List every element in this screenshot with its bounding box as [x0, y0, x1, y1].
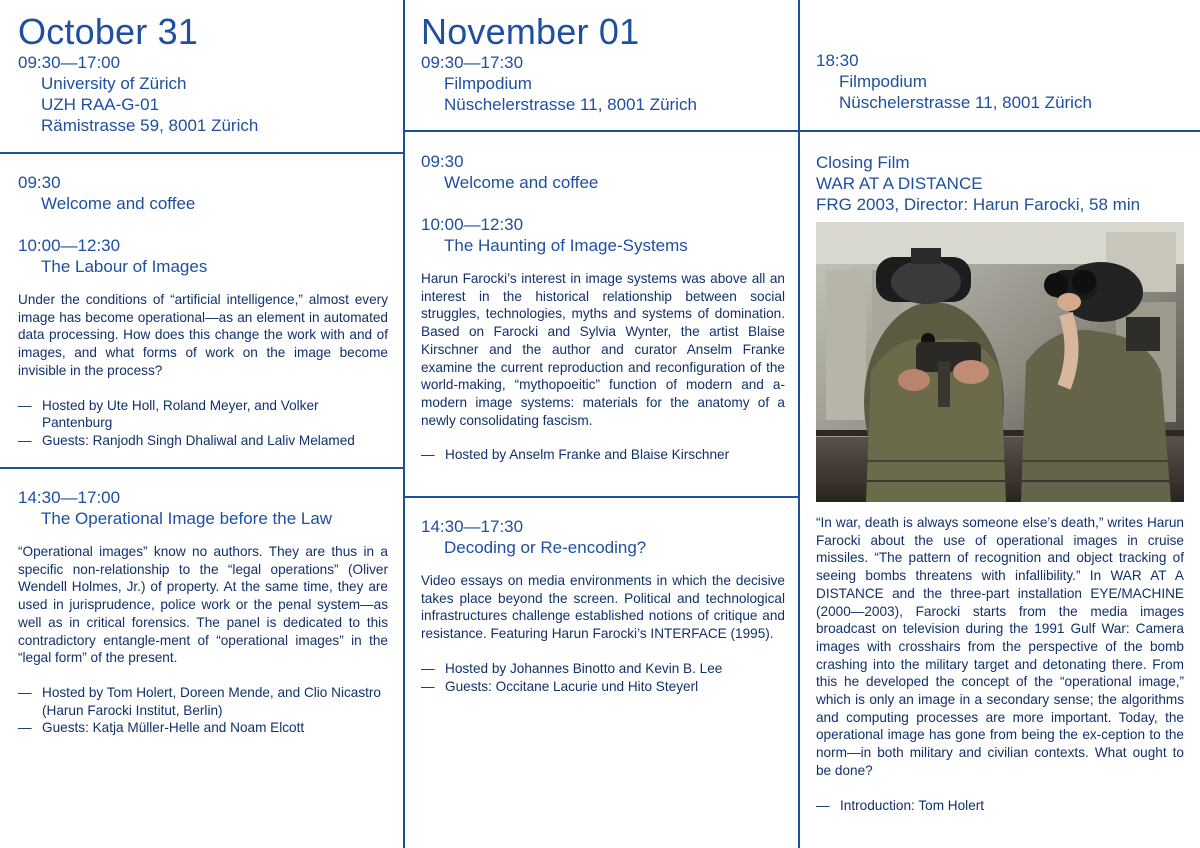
- session-title: Welcome and coffee: [41, 194, 196, 213]
- col2-session-afternoon: [421, 516, 785, 695]
- session-time: 10:00—12:30: [421, 215, 524, 234]
- film-description: “In war, death is always someone else’s death,” writes Harun Farocki about the use of operational images in cruise missiles. “The pattern of recognition and object tracking of seeing bombs threatens with infallibility.” In WAR AT A DISTANCE and the three-part installation EYE/MACHINE (2000—2003), Farocki starts from the media images broadcast on television during the 1991 Gulf War: Camera images with crosshairs from the perspective of the bomb crashing into the military target and detonating there. From this he developed the concept of the “operational image,” which is only an image in a secondary sense; the algorithms and computing processes are more important. Today, the operational image has gone from being the ex-ception to the norm—in both military and civilian contexts. What ought to be done?: [816, 515, 1184, 778]
- column-divider-1: [403, 0, 405, 848]
- col2-venue-line: Filmpodium: [444, 74, 532, 93]
- col3-venue-time: 18:30: [816, 51, 859, 70]
- col3-header: [816, 50, 1186, 113]
- session-time: 14:30—17:30: [421, 517, 524, 536]
- session-description: Under the conditions of “artificial intelligence,” almost every image has become operational—as an element in automated data processing. How does this change the work with and of images, and what forms of work on the image become invisible in the process?: [18, 292, 388, 378]
- row-divider: [0, 467, 404, 469]
- host-line: Hosted by Anselm Franke and Blaise Kirschner: [445, 447, 730, 463]
- col2-date: November 01: [421, 11, 640, 52]
- session-time: 09:30: [421, 152, 464, 171]
- session-title: The Labour of Images: [41, 257, 208, 276]
- session-description: “Operational images” know no authors. They are thus in a specific non-relationship to the “legal operations” (Oliver Wendell Holmes, Jr.) of property. At the same time, they are used in jurisprudence, police work or the penal system—as well as in critical forensics. The panel is dedicated to this contradictory entangle-ment of “operational images” in the “legal form” of the present.: [18, 544, 388, 666]
- session-hosts: — Hosted by Tom Holert, Doreen Mende, and Clio Nicastro (Harun Farocki Institut, Berlin) — Guests: Katja Müller-Helle and Noam Elcott: [18, 684, 381, 736]
- session-title: Decoding or Re-encoding?: [444, 538, 647, 557]
- col1-date: October 31: [18, 11, 199, 52]
- col2-venue-time: 09:30—17:30: [421, 53, 524, 72]
- col2-session-morning: [421, 151, 785, 464]
- film-title: WAR AT A DISTANCE: [816, 174, 983, 193]
- session-description: Video essays on media environments in which the decisive takes place beyond the screen. Political and technological infrastructures challenge established notions of critique and resistance. Featuring Harun Farocki’s INTERFACE (1995).: [421, 573, 785, 642]
- col2-venue-line: Nüschelerstrasse 11, 8001 Zürich: [444, 95, 697, 114]
- host-line: Hosted by Johannes Binotto and Kevin B. Lee: [445, 660, 723, 676]
- col1-venue-time: 09:30—17:00: [18, 53, 121, 72]
- col1-session-afternoon: [18, 487, 388, 737]
- session-hosts: — Hosted by Johannes Binotto and Kevin B. Lee — Guests: Occitane Lacurie und Hito Steyerl: [421, 660, 723, 694]
- session-title: Welcome and coffee: [444, 173, 599, 192]
- session-hosts: — Hosted by Anselm Franke and Blaise Kirschner: [421, 447, 730, 463]
- closing-film-description: [816, 514, 1184, 814]
- host-line: Guests: Katja Müller-Helle and Noam Elcott: [42, 720, 305, 736]
- host-line: Guests: Ranjodh Singh Dhaliwal and Laliv Melamed: [42, 432, 355, 448]
- col1-venue-line: University of Zürich: [41, 74, 187, 93]
- row-divider: [0, 152, 404, 154]
- host-line: Hosted by Tom Holert, Doreen Mende, and Clio Nicastro (Harun Farocki Institut, Berlin): [42, 684, 381, 718]
- film-hosts: — Introduction: Tom Holert: [816, 797, 985, 813]
- session-description: Harun Farocki’s interest in image systems was above all an interest in the historical relationship between social struggles, technologies, myths and systems of domination. Based on Farocki and Sylvia Wynter, the artist Blaise Kirschner and the author and curator Anselm Franke examine the current reproduction and reconfiguration of the world-making, “mythopoeitic” function of modern and a-modern image systems: materials for the anatomy of a newly consolidating fascism.: [421, 271, 785, 428]
- session-title: The Haunting of Image-Systems: [444, 236, 688, 255]
- host-line: Introduction: Tom Holert: [840, 797, 985, 813]
- film-still-image: [816, 222, 1184, 502]
- film-label: Closing Film: [816, 153, 910, 172]
- session-title: The Operational Image before the Law: [41, 509, 333, 528]
- host-line: Hosted by Ute Holl, Roland Meyer, and Volker Pantenburg: [42, 397, 319, 431]
- col1-venue-line: UZH RAA-G-01: [41, 95, 160, 114]
- closing-film-info: [816, 152, 1186, 215]
- col1-venue-line: Rämistrasse 59, 8001 Zürich: [41, 116, 259, 135]
- row-divider: [799, 130, 1200, 132]
- col3-venue-line: Nüschelerstrasse 11, 8001 Zürich: [839, 93, 1092, 112]
- col1-session-morning: [18, 172, 388, 450]
- col1-header: [18, 12, 388, 136]
- film-meta: FRG 2003, Director: Harun Farocki, 58 min: [816, 195, 1141, 214]
- host-line: Guests: Occitane Lacurie und Hito Steyerl: [445, 678, 699, 694]
- row-divider: [404, 496, 799, 498]
- session-time: 09:30: [18, 173, 61, 192]
- session-time: 10:00—12:30: [18, 236, 121, 255]
- column-divider-2: [798, 0, 800, 848]
- session-time: 14:30—17:00: [18, 488, 121, 507]
- session-hosts: — Hosted by Ute Holl, Roland Meyer, and Volker Pantenburg — Guests: Ranjodh Singh Dhaliwal and Laliv Melamed: [18, 397, 355, 448]
- col3-venue-line: Filmpodium: [839, 72, 927, 91]
- col2-header: [421, 12, 785, 115]
- row-divider: [404, 130, 799, 132]
